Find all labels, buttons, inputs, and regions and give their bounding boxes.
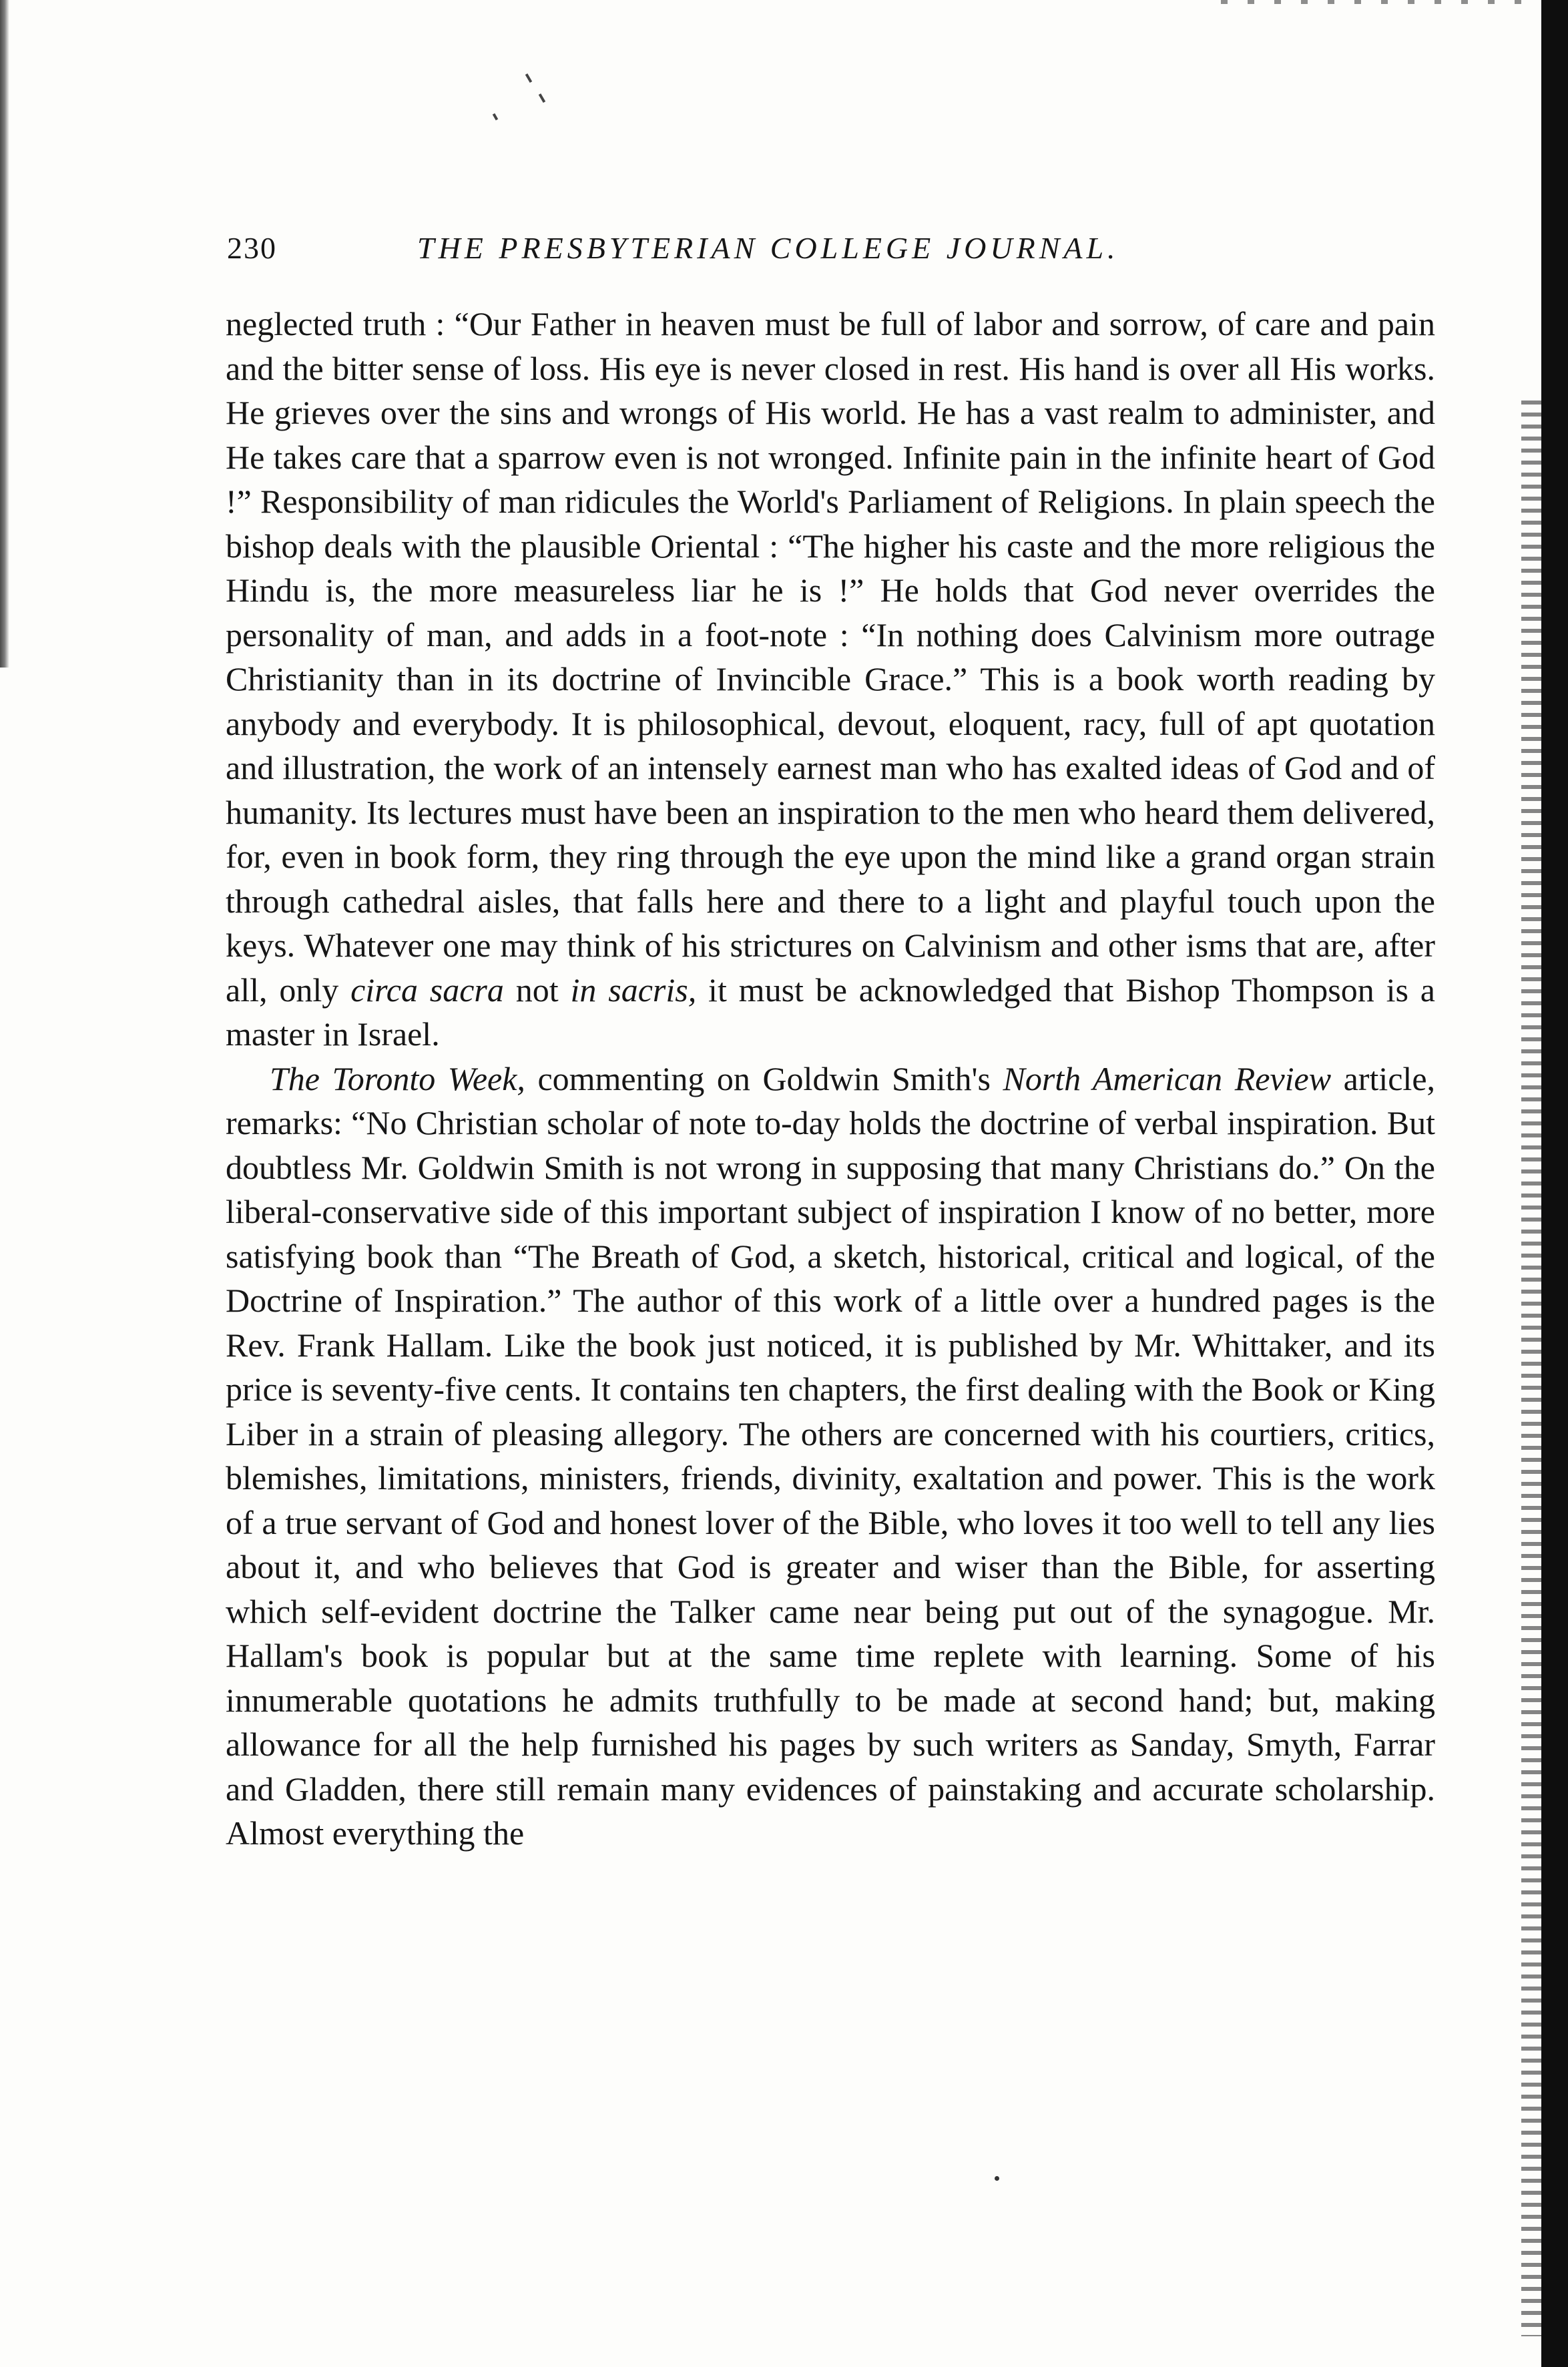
paragraph-2-italic-review-title: North American Review [1003, 1059, 1332, 1097]
stray-dot [995, 2176, 999, 2181]
paragraph-2-text-a: commenting on Goldwin Smith's [537, 1059, 991, 1097]
article-body [226, 302, 1435, 2278]
page-header [227, 230, 1428, 284]
paragraph-2-text-b: article, remarks: “No Christian scholar of note to-day holds the doctrine of verbal inspiration. But doubtless Mr. Goldwin Smith is not wrong in supposing that many Christians do.” On the liberal-conservative side of this important subject of inspiration I know of no better, more satisfying book than “The Breath of God, a sketch, historical, critical and logical, of the Doctrine of Inspiration.” The author of this work of a little over a hundred pages is the Rev. Frank Hallam. Like the book just noticed, it is published by Mr. Whittaker, and its price is seventy-five cents. It contains ten chapters, the first dealing with the Book or King Liber in a strain of pleasing allegory. The others are concerned with his courtiers, critics, blemishes, limitations, ministers, friends, divinity, exaltation and power. This is the work of a true servant of God and honest lover of the Bible, who loves it too well to tell any lies about it, and who believes that God is greater and wiser than the Bible, for asserting which self-evident doctrine the Talker came near being put out of the synagogue. Mr. Hallam's book is popular but at the same time replete with learning. Some of his innumerable quotations he admits truthfully to be made at second hand; but, making allowance for all the help furnished his pages by such writers as Sanday, Smyth, Farrar and Gladden, there still remain many evidences of painstaking and accurate scholarship. Almost everything the [226, 1059, 1435, 1852]
scan-right-edge [1541, 0, 1568, 2367]
scan-left-edge [0, 0, 9, 668]
speck-mark [493, 113, 498, 121]
scan-specks [521, 73, 547, 154]
paragraph-1-text-a: neglected truth : “Our Father in heaven must be full of labor and sorrow, of care and pain and the bitter sense of loss. His eye is never closed in rest. His hand is over all His works. He grieves over the sins and wrongs of His world. He has a vast realm to administer, and He takes care that a sparrow even is not wronged. Infinite pain in the infinite heart of God !” Responsibility of man ridicules the World's Parliament of Religions. In plain speech the bishop deals with the plausible Oriental : “The higher his caste and the more religious the Hindu is, the more measureless liar he is !” He holds that God never overrides the personality of man, and adds in a foot-note : “In nothing does Calvinism more outrage Christianity than in its doctrine of Invincible Grace.” This is a book worth reading by anybody and everybody. It is philosophical, devout, eloquent, racy, full of apt quotation and illustration, the work of an intensely earnest man who has exalted ideas of God and of humanity. Its lectures must have been an inspiration to the men who heard them delivered, for, even in book form, they ring through the eye upon the mind like a grand organ strain through cathedral aisles, that falls here and there to a light and playful touch upon the keys. Whatever one may think of his strictures on Calvinism and other isms that are, after all, only [226, 305, 1435, 1009]
paragraph-1-italic-in-sacris: in sacris, [570, 971, 697, 1009]
paragraph-1 [226, 302, 1435, 1057]
scan-right-fray [1521, 401, 1541, 2336]
paragraph-2 [226, 1057, 1435, 1856]
running-title: THE PRESBYTERIAN COLLEGE JOURNAL. [417, 231, 1119, 265]
paragraph-2-italic-toronto-week: The Toronto Week, [270, 1059, 525, 1097]
paragraph-1-text-b: not [515, 971, 559, 1009]
paragraph-1-text-c: it must be acknowledged that Bishop Thompson is a master in Israel. [226, 971, 1435, 1053]
scan-top-edge [1221, 0, 1541, 4]
paragraph-1-italic-circa-sacra: circa sacra [350, 971, 504, 1009]
speck-mark [525, 73, 532, 83]
speck-mark [539, 93, 545, 103]
page-number: 230 [227, 231, 277, 265]
